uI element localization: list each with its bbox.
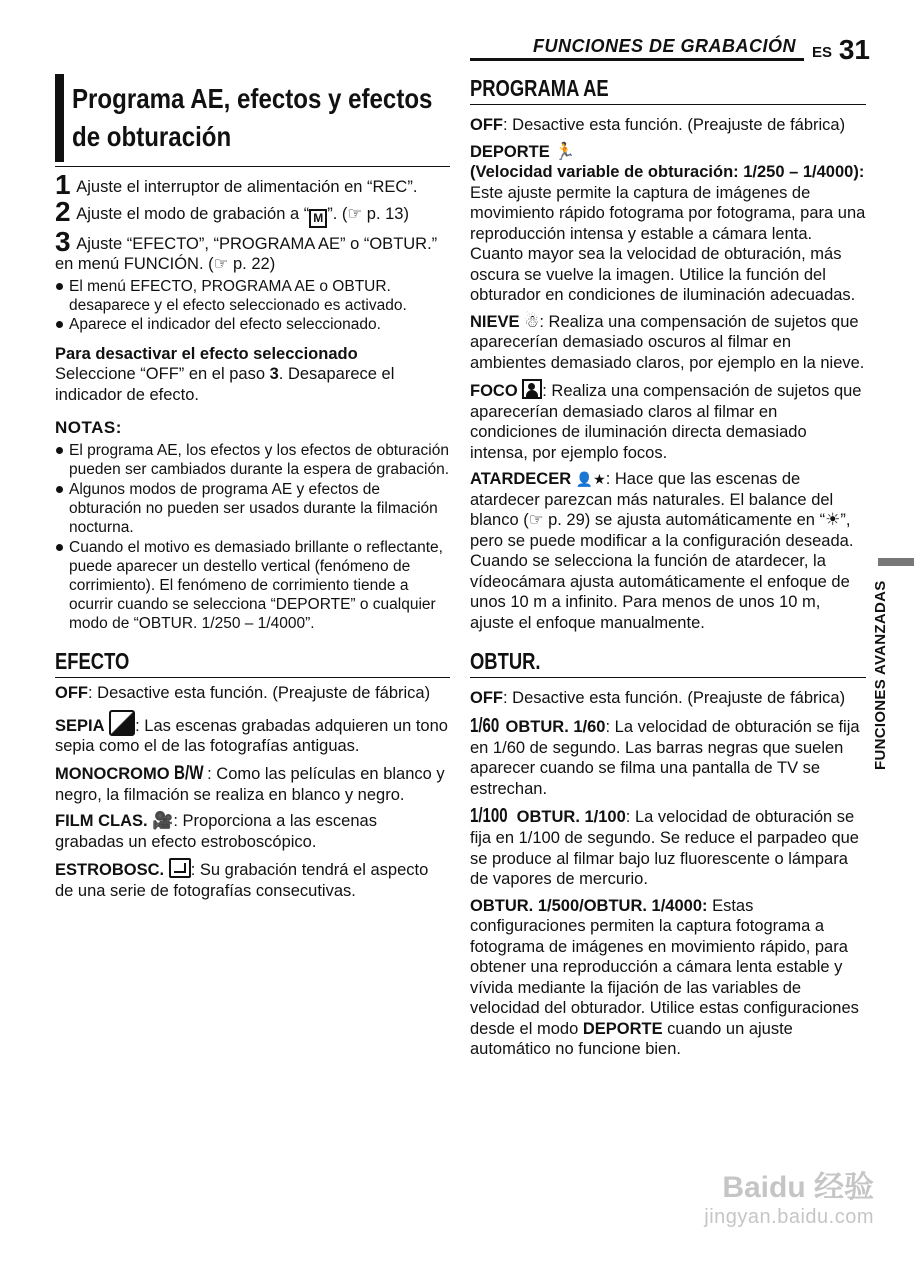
off-text: : Desactive esta función. (Preajuste de fábrica) [503, 689, 846, 707]
watermark [624, 1162, 874, 1252]
off-label: OFF [470, 689, 503, 707]
deactivate-step: 3 [269, 365, 279, 383]
efecto-monocromo [55, 763, 450, 806]
watermark-url: jingyan.baidu.com [704, 1206, 874, 1228]
programa-rule [470, 104, 866, 105]
deactivate-block [55, 344, 450, 406]
step-1 [55, 169, 450, 200]
sun-icon: ☀ [825, 510, 841, 529]
s100-label: OBTUR. 1/100 [516, 808, 626, 826]
film-label: FILM CLAS. [55, 812, 148, 830]
programa-off [470, 115, 866, 136]
programa-foco [470, 379, 866, 463]
nieve-text: : Realiza una compensación de sujetos que aparecerían demasiado oscuros al filmar en ambientes demasiado claros, por ejemplo en la nieve. [470, 312, 865, 372]
deactivate-text-end: . Desaparece el indicador de efecto. [55, 365, 395, 404]
foco-text: : Realiza una compensación de sujetos que aparecerían demasiado claros al filmar en condiciones de iluminación directa demasiado intensa, por ejemplo focos. [470, 382, 862, 462]
film-camera-icon: 🎥 [152, 811, 174, 830]
bw-icon: B/W [174, 762, 204, 784]
side-tab-label: FUNCIONES AVANZADAS [872, 580, 889, 770]
step-number: 2 [55, 195, 71, 227]
language-code: ES [811, 44, 832, 61]
programa-nieve [470, 312, 866, 374]
obtur-60 [470, 715, 866, 800]
off-text: : Desactive esta función. (Preajuste de fábrica) [503, 116, 846, 134]
step-2 [55, 195, 450, 228]
header-rule [470, 58, 804, 61]
notes-heading: NOTAS: [55, 418, 122, 437]
side-tab-marker [878, 558, 914, 566]
s500-deporte: DEPORTE [582, 1019, 663, 1038]
sepia-label: SEPIA [55, 716, 105, 735]
deporte-sub: (Velocidad variable de obturación: 1/250 – 1/4000): [470, 163, 865, 181]
off-label: OFF [55, 684, 88, 702]
step-text: Ajuste el interruptor de alimentación en “REC”. [76, 178, 418, 196]
step-text-end: ”. (☞ p. 13) [327, 204, 409, 223]
left-column [55, 74, 450, 907]
obtur-100 [470, 805, 866, 890]
deporte-label: DEPORTE [470, 142, 550, 161]
snow-icon: ☃ [524, 311, 540, 331]
note-item: El programa AE, los efectos y los efectos de obturación pueden ser cambiados durante la espera de grabación. [55, 441, 450, 479]
atardecer-text-end: ”, pero se puede modificar a la configuración deseada. Cuando se selecciona la función de atardecer, la vídeocámara ajusta automáticamente el enfoque de unos 10 m a infinito. Para menos de unos 10 m, ajuste el enfoque manualmente. [470, 511, 854, 632]
programa-heading: PROGRAMA AE [470, 75, 609, 101]
s60-label: OBTUR. 1/60 [505, 717, 606, 736]
right-column [470, 74, 866, 1066]
programa-atardecer [470, 469, 866, 633]
s500-text-end: cuando un ajuste automático no funcione bien. [470, 1019, 793, 1058]
s500-text: Estas configuraciones permiten la captura fotograma a fotograma de imágenes en movimiento rápido, para obtener una reproducción a cámara lenta estable y vívida mediante la fijación de las variables de velocidad del obturador. Utilice estas configuraciones desde el modo [470, 896, 859, 1038]
note-item: Cuando el motivo es demasiado brillante o reflectante, puede aparecer un destello vertical (fenómeno de corrimiento). El fenómeno de corrimiento tiende a ocurrir cuando se selecciona “DEPORTE” o cualquier modo de “OBTUR. 1/250 – 1/4000”. [55, 538, 450, 633]
obtur-heading: OBTUR. [470, 648, 541, 674]
estrobosc-label: ESTROBOSC. [55, 861, 165, 879]
programa-deporte [470, 142, 866, 306]
s100-text: : La velocidad de obturación se fija en 1/100 de segundo. Se reduce el parpadeo que se produce al filmar bajo luz fluorescente o lámpara de vapores de mercurio. [470, 808, 859, 888]
strobe-icon [169, 858, 191, 878]
section-header: FUNCIONES DE GRABACIÓN [532, 36, 796, 56]
list-item: Aparece el indicador del efecto seleccionado. [55, 315, 450, 334]
step-3 [55, 225, 450, 275]
monocromo-label: MONOCROMO [55, 764, 170, 783]
title-rule [55, 166, 450, 167]
nieve-label: NIEVE [470, 312, 520, 331]
step-text: Ajuste “EFECTO”, “PROGRAMA AE” o “OBTUR.” en menú FUNCIÓN. (☞ p. 22) [55, 234, 438, 273]
estrobosc-text: : Su grabación tendrá el aspecto de una serie de fotografías consecutivas. [55, 861, 429, 900]
obtur-500-4000 [470, 896, 866, 1060]
twilight-icon: 👤★ [575, 471, 606, 487]
shutter-60-icon: 1/60 [470, 714, 500, 737]
atardecer-label: ATARDECER [470, 470, 572, 488]
efecto-estrobosc [55, 858, 450, 901]
step-number: 1 [55, 169, 71, 200]
watermark-logo: Baidu 经验 [722, 1171, 874, 1204]
sepia-text: : Las escenas grabadas adquieren un tono sepia como el de las fotografías antiguas. [55, 716, 448, 755]
off-label: OFF [470, 116, 503, 134]
page-title: Programa AE, efectos y efectos de obturación [72, 83, 433, 152]
step-text: Ajuste el modo de grabación a “ [76, 204, 310, 223]
title-block [55, 74, 450, 162]
off-text: : Desactive esta función. (Preajuste de fábrica) [88, 684, 431, 702]
sport-icon: 🏃 [554, 141, 576, 161]
note-item: Algunos modos de programa AE y efectos de obturación no pueden ser usados durante la filmación nocturna. [55, 480, 450, 537]
efecto-heading: EFECTO [55, 648, 130, 674]
deporte-text: Este ajuste permite la captura de imágenes de movimiento rápido fotograma por fotograma, para una reproducción intensa y estable a cámara lenta. Cuanto mayor sea la velocidad de obturación, más oscura se vuelve la imagen. Utilice la función del obturador en condiciones de iluminación adecuadas. [470, 183, 866, 304]
foco-label: FOCO [470, 382, 518, 400]
manual-mode-icon: M [309, 209, 327, 228]
s500-label: OBTUR. 1/500/OBTUR. 1/4000: [470, 896, 708, 915]
deactivate-heading: Para desactivar el efecto seleccionado [55, 344, 358, 363]
efecto-film [55, 811, 450, 852]
shutter-100-icon: 1/100 [470, 805, 508, 827]
s60-text: : La velocidad de obturación se fija en 1/60 de segundo. Las barras negras que suelen aparecer cuando se filma una pantalla de TV se estrechan. [470, 717, 860, 798]
efecto-off [55, 683, 450, 704]
notes-list [55, 441, 450, 633]
monocromo-text: : Como las películas en blanco y negro, la filmación se realiza en blanco y negro. [55, 764, 445, 804]
sepia-icon [109, 710, 135, 736]
step-number: 3 [55, 225, 71, 257]
list-item: El menú EFECTO, PROGRAMA AE o OBTUR. desaparece y el efecto seleccionado es activado. [55, 277, 450, 315]
spotlight-icon [522, 379, 542, 399]
atardecer-text: : Hace que las escenas de atardecer parezcan más naturales. El balance del blanco (☞ p. 29) se ajusta automáticamente en “ [470, 470, 834, 529]
page-number: 31 [838, 34, 870, 65]
efecto-rule [55, 677, 450, 678]
deactivate-text: Seleccione “OFF” en el paso [55, 365, 270, 383]
obtur-off [470, 688, 866, 709]
efecto-sepia [55, 710, 450, 757]
film-text: : Proporciona a las escenas grabadas un efecto estroboscópico. [55, 812, 377, 851]
obtur-rule [470, 677, 866, 678]
